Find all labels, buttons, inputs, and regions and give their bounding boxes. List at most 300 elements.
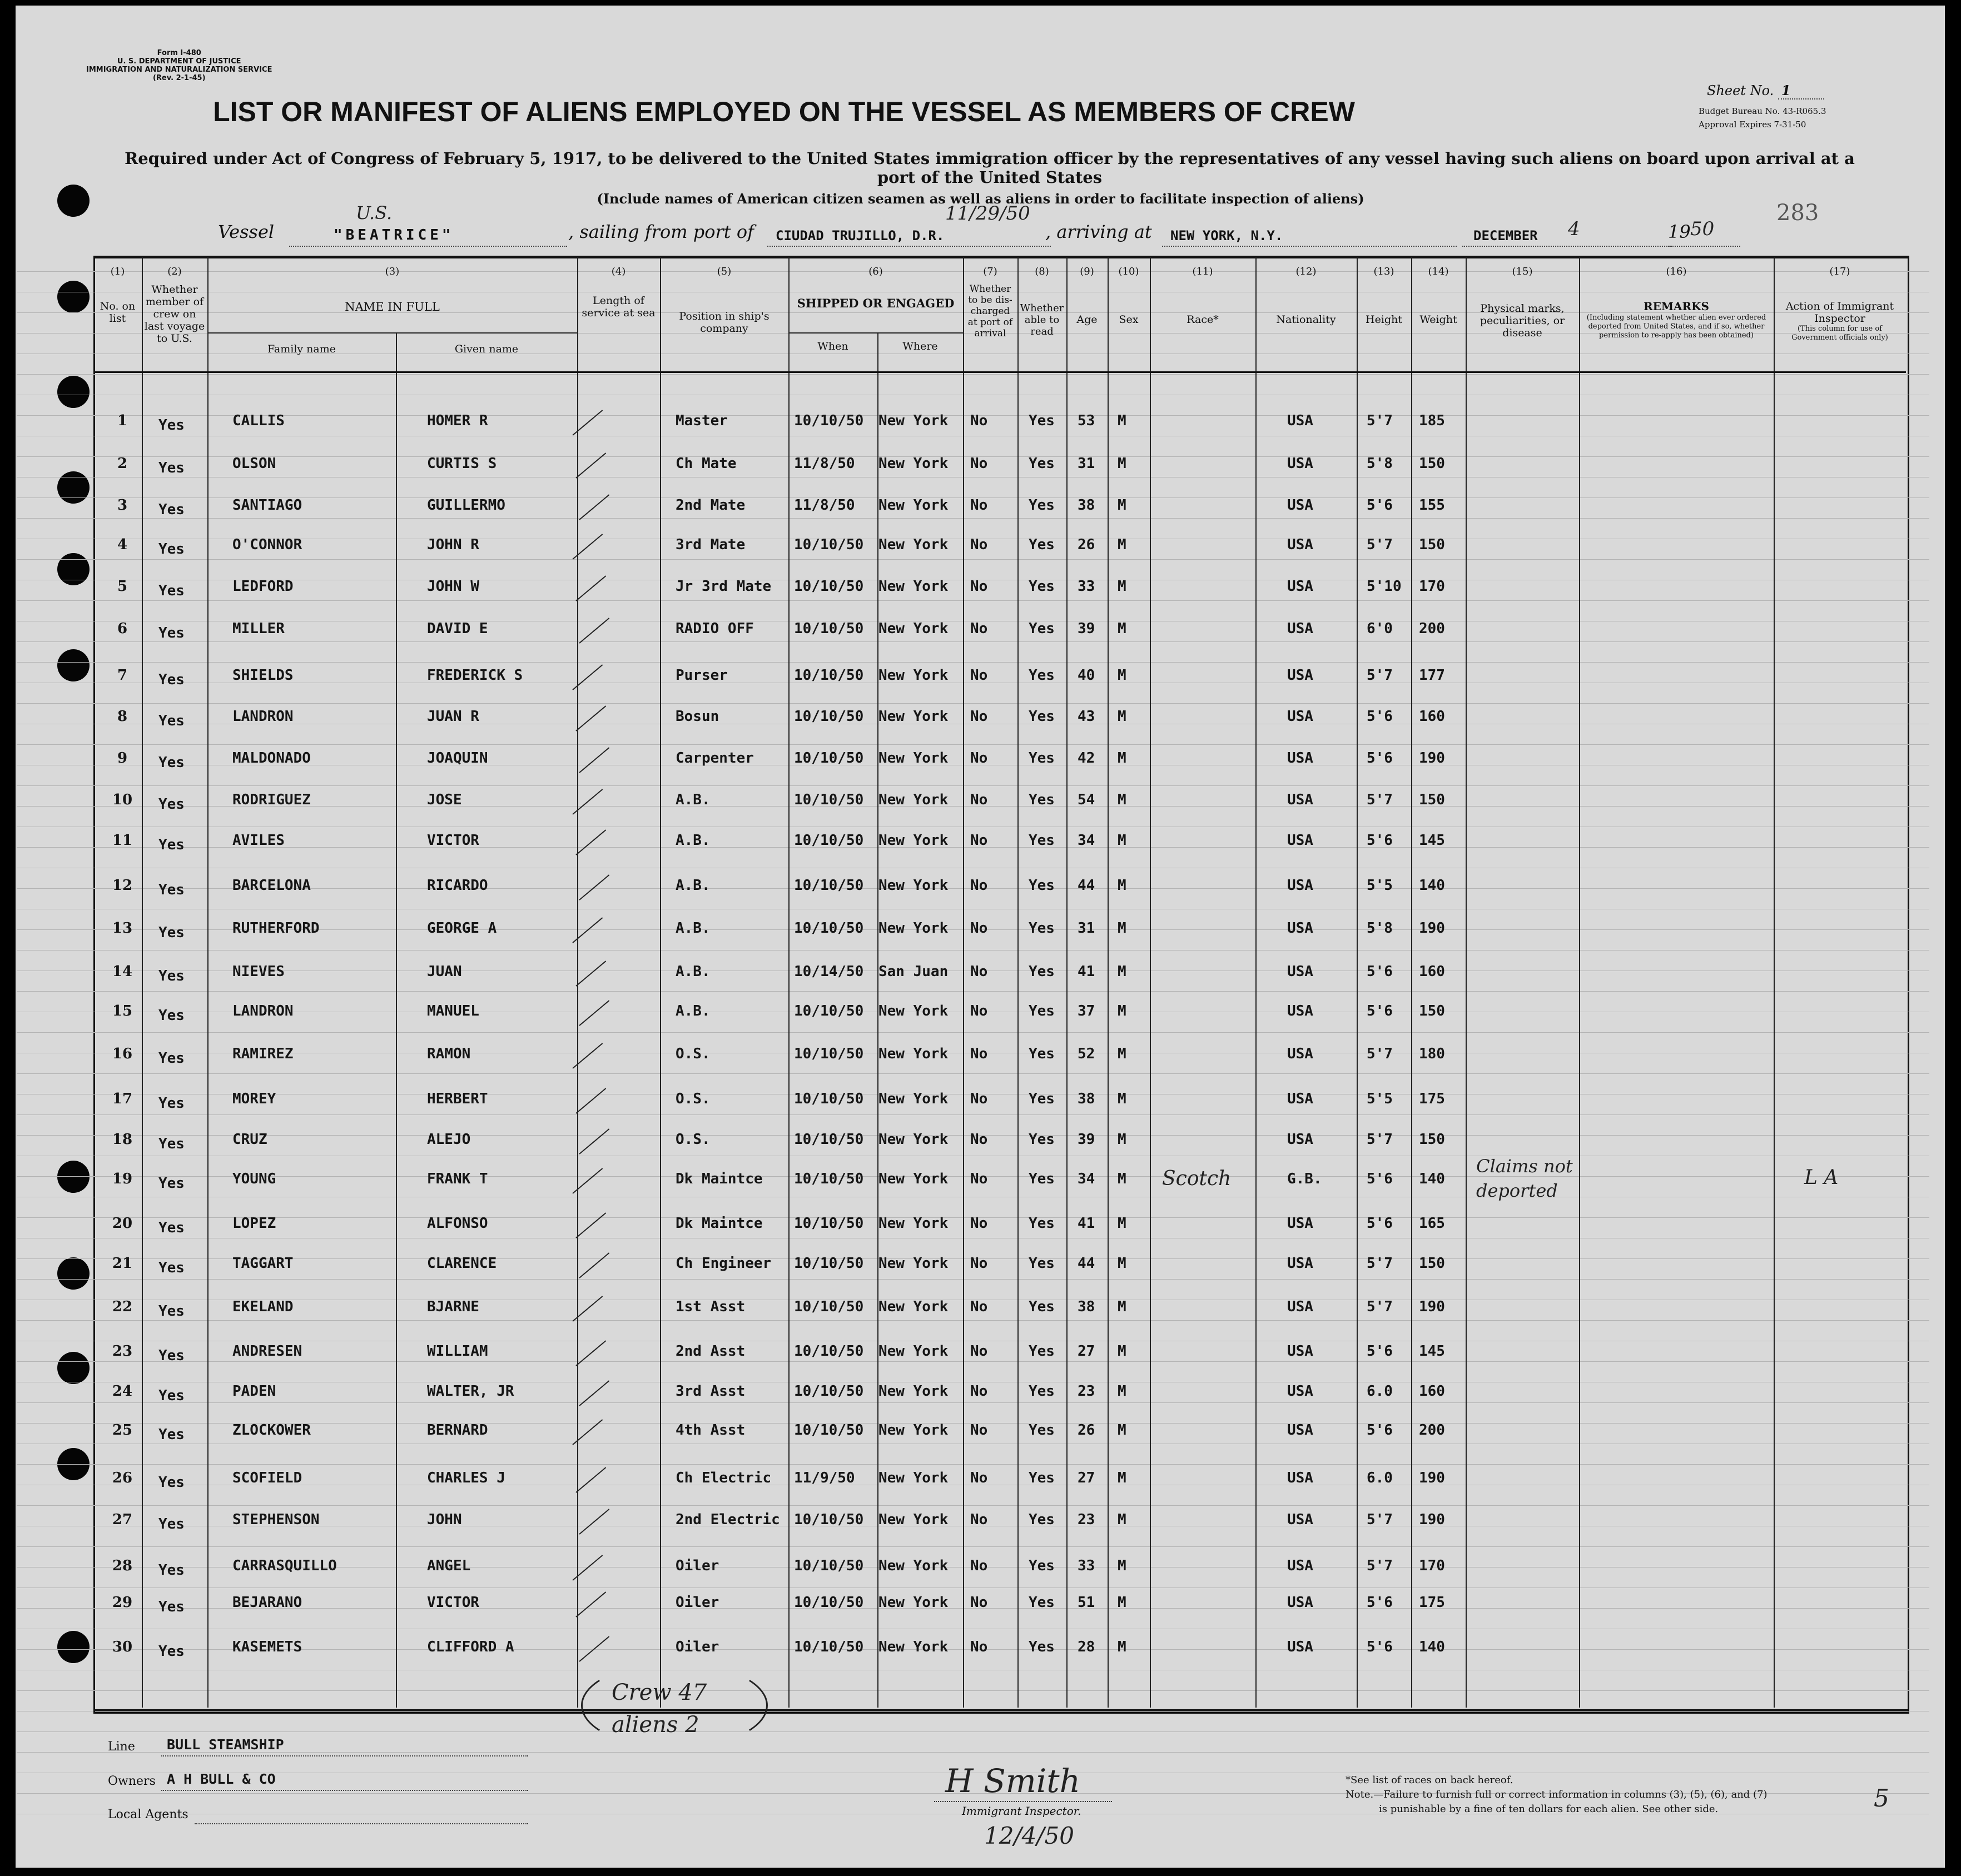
cell-last-voyage: Yes	[158, 1347, 185, 1364]
cell-engaged-when: 10/14/50	[794, 963, 864, 980]
cell-position: A.B.	[676, 792, 711, 808]
cell-last-voyage: Yes	[158, 1643, 185, 1660]
cell-nationality: USA	[1287, 920, 1313, 937]
cell-weight: 140	[1419, 877, 1445, 894]
cell-row-number: 11	[112, 832, 133, 849]
cell-given-name: JOSE	[427, 792, 462, 808]
cell-sex: M	[1118, 536, 1126, 553]
cell-nationality: USA	[1287, 667, 1313, 684]
cell-last-voyage: Yes	[158, 1426, 185, 1443]
cell-given-name: WILLIAM	[427, 1343, 488, 1360]
column-header-c10: Sex	[1119, 314, 1139, 326]
cell-nationality: USA	[1287, 1003, 1313, 1019]
column-divider	[1150, 257, 1151, 1708]
cell-last-voyage: Yes	[158, 1562, 185, 1579]
cell-action: L A	[1804, 1166, 1839, 1189]
cell-position: Ch Engineer	[676, 1255, 772, 1272]
cell-given-name: FREDERICK S	[427, 667, 523, 684]
cell-family-name: RUTHERFORD	[232, 920, 320, 937]
column-divider	[1108, 257, 1109, 1708]
cell-able-to-read: Yes	[1029, 1594, 1055, 1611]
cell-weight: 145	[1419, 832, 1445, 849]
cell-able-to-read: Yes	[1029, 1557, 1055, 1574]
cell-able-to-read: Yes	[1029, 1091, 1055, 1107]
cell-sex: M	[1118, 1131, 1126, 1148]
cell-given-name: VICTOR	[427, 832, 479, 849]
cell-given-name: BERNARD	[427, 1422, 488, 1439]
cell-nationality: USA	[1287, 1046, 1313, 1062]
cell-row-number: 4	[117, 536, 128, 553]
cell-able-to-read: Yes	[1029, 1511, 1055, 1528]
column-header-c16: REMARKS	[1644, 300, 1709, 313]
cell-weight: 150	[1419, 1003, 1445, 1019]
cell-row-number: 10	[112, 792, 133, 808]
cell-last-voyage: Yes	[158, 924, 185, 941]
cell-sex: M	[1118, 497, 1126, 514]
cell-nationality: USA	[1287, 1470, 1313, 1486]
cell-sex: M	[1118, 832, 1126, 849]
cell-engaged-when: 10/10/50	[794, 667, 864, 684]
column-header-c8-num: (8)	[1035, 266, 1049, 277]
cell-able-to-read: Yes	[1029, 877, 1055, 894]
cell-nationality: USA	[1287, 1343, 1313, 1360]
column-header-c4: Length of service at sea	[582, 295, 656, 319]
cell-given-name: BJARNE	[427, 1298, 479, 1315]
cell-discharged: No	[970, 1003, 988, 1019]
header-rule	[207, 332, 577, 334]
cell-position: Ch Electric	[676, 1470, 772, 1486]
date-underline	[1462, 246, 1674, 247]
cell-weight: 170	[1419, 1557, 1445, 1574]
cell-row-number: 25	[112, 1422, 133, 1439]
cell-engaged-when: 10/10/50	[794, 1003, 864, 1019]
cell-position: Dk Maintce	[676, 1215, 763, 1232]
cell-age: 31	[1078, 920, 1095, 937]
cell-weight: 190	[1419, 750, 1445, 767]
cell-row-number: 9	[117, 750, 128, 767]
cell-sex: M	[1118, 412, 1126, 429]
cell-discharged: No	[970, 832, 988, 849]
ruled-line	[17, 662, 1929, 663]
cell-height: 5'6	[1367, 1003, 1393, 1019]
cell-last-voyage: Yes	[158, 1474, 185, 1491]
ruled-line	[17, 374, 1929, 375]
punch-hole	[57, 471, 90, 504]
sailing-label: , sailing from port of	[568, 221, 754, 242]
cell-row-number: 7	[117, 667, 128, 684]
cell-engaged-where: New York	[878, 1298, 949, 1315]
cell-given-name: CLARENCE	[427, 1255, 497, 1272]
column-divider	[207, 257, 208, 1708]
cell-discharged: No	[970, 1215, 988, 1232]
column-header-c16b: (Including statement whether alien ever ordered deported from United States, and if so, whether permission to re-apply has been obtained)	[1586, 314, 1766, 340]
column-divider	[396, 332, 397, 1708]
cell-given-name: MANUEL	[427, 1003, 479, 1019]
cell-engaged-where: New York	[878, 455, 949, 472]
column-header-c17b: (This column for use of Government officials only)	[1791, 325, 1888, 342]
cell-engaged-when: 10/10/50	[794, 1091, 864, 1107]
cell-height: 5'5	[1367, 877, 1393, 894]
cell-sex: M	[1118, 1470, 1126, 1486]
column-header-c6-num: (6)	[868, 266, 883, 277]
signature-underline	[934, 1801, 1112, 1802]
cell-discharged: No	[970, 412, 988, 429]
cell-family-name: RODRIGUEZ	[232, 792, 311, 808]
cell-weight: 140	[1419, 1171, 1445, 1187]
cell-family-name: BARCELONA	[232, 877, 311, 894]
cell-engaged-when: 10/10/50	[794, 1594, 864, 1611]
cell-height: 5'6	[1367, 1215, 1393, 1232]
cell-weight: 180	[1419, 1046, 1445, 1062]
cell-sex: M	[1118, 1091, 1126, 1107]
cell-last-voyage: Yes	[158, 501, 185, 518]
port-underline	[767, 246, 1051, 247]
cell-engaged-when: 10/10/50	[794, 1422, 864, 1439]
cell-given-name: RAMON	[427, 1046, 471, 1062]
column-header-c8: Whether able to read	[1020, 302, 1064, 337]
cell-nationality: USA	[1287, 1091, 1313, 1107]
cell-weight: 190	[1419, 1298, 1445, 1315]
cell-family-name: TAGGART	[232, 1255, 294, 1272]
column-header-c3b: Given name	[454, 343, 519, 355]
cell-sex: M	[1118, 750, 1126, 767]
column-header-c3-num: (3)	[385, 266, 400, 277]
cell-sex: M	[1118, 1003, 1126, 1019]
cell-family-name: MILLER	[232, 620, 285, 637]
cell-weight: 150	[1419, 1255, 1445, 1272]
cell-discharged: No	[970, 1255, 988, 1272]
cell-age: 53	[1078, 412, 1095, 429]
line-label: Line	[108, 1740, 135, 1754]
column-header-c1-num: (1)	[110, 266, 125, 277]
cell-age: 39	[1078, 620, 1095, 637]
cell-nationality: G.B.	[1287, 1171, 1322, 1187]
cell-age: 34	[1078, 1171, 1095, 1187]
cell-sex: M	[1118, 667, 1126, 684]
cell-height: 6'0	[1367, 620, 1393, 637]
ruled-line	[17, 1690, 1929, 1691]
cell-weight: 150	[1419, 1131, 1445, 1148]
cell-able-to-read: Yes	[1029, 1639, 1055, 1655]
cell-row-number: 16	[112, 1046, 133, 1062]
column-header-c3: NAME IN FULL	[345, 300, 440, 314]
cell-last-voyage: Yes	[158, 1387, 185, 1404]
cell-engaged-where: New York	[878, 920, 949, 937]
cell-height: 5'7	[1367, 536, 1393, 553]
cell-given-name: GEORGE A	[427, 920, 497, 937]
cell-able-to-read: Yes	[1029, 963, 1055, 980]
cell-age: 38	[1078, 497, 1095, 514]
arrival-year: 50	[1690, 218, 1715, 240]
cell-able-to-read: Yes	[1029, 455, 1055, 472]
cell-age: 51	[1078, 1594, 1095, 1611]
cell-given-name: JOHN W	[427, 578, 479, 595]
column-divider	[142, 257, 143, 1708]
arriving-underline	[1162, 246, 1457, 247]
cell-age: 27	[1078, 1470, 1095, 1486]
cell-engaged-where: New York	[878, 536, 949, 553]
cell-weight: 185	[1419, 412, 1445, 429]
cell-engaged-when: 10/10/50	[794, 536, 864, 553]
cell-sex: M	[1118, 1422, 1126, 1439]
cell-nationality: USA	[1287, 1255, 1313, 1272]
form-identifier: Form I-480 U. S. DEPARTMENT OF JUSTICE IMMIGRATION AND NATURALIZATION SERVICE (Rev. 2-1-45)	[86, 49, 272, 82]
sailing-date: 11/29/50	[945, 202, 1030, 225]
cell-given-name: HOMER R	[427, 412, 488, 429]
column-header-c9: Age	[1076, 314, 1098, 326]
column-divider	[1774, 257, 1775, 1708]
cell-weight: 140	[1419, 1639, 1445, 1655]
cell-family-name: ANDRESEN	[232, 1343, 302, 1360]
cell-last-voyage: Yes	[158, 1220, 185, 1236]
cell-family-name: LEDFORD	[232, 578, 294, 595]
ruled-line	[17, 1279, 1929, 1280]
ruled-line	[17, 600, 1929, 601]
cell-given-name: JUAN	[427, 963, 462, 980]
line-underline	[161, 1755, 528, 1756]
column-divider	[1357, 257, 1358, 1708]
cell-last-voyage: Yes	[158, 1516, 185, 1532]
cell-discharged: No	[970, 1091, 988, 1107]
cell-position: 1st Asst	[676, 1298, 746, 1315]
cell-engaged-when: 10/10/50	[794, 1557, 864, 1574]
cell-discharged: No	[970, 1557, 988, 1574]
cell-row-number: 15	[112, 1003, 133, 1019]
year-prefix: 19	[1668, 221, 1691, 242]
owners-value: A H BULL & CO	[167, 1771, 276, 1787]
cell-family-name: BEJARANO	[232, 1594, 302, 1611]
cell-age: 23	[1078, 1383, 1095, 1400]
cell-family-name: STEPHENSON	[232, 1511, 320, 1528]
inspector-signature: H Smith	[945, 1762, 1080, 1800]
cell-age: 31	[1078, 455, 1095, 472]
cell-discharged: No	[970, 877, 988, 894]
cell-age: 44	[1078, 877, 1095, 894]
column-header-c9-num: (9)	[1080, 266, 1094, 277]
cell-height: 6.0	[1367, 1470, 1393, 1486]
cell-weight: 175	[1419, 1091, 1445, 1107]
cell-able-to-read: Yes	[1029, 667, 1055, 684]
cell-sex: M	[1118, 963, 1126, 980]
budget-info: Budget Bureau No. 43-R065.3 Approval Expires 7-31-50	[1699, 106, 1826, 130]
cell-age: 41	[1078, 1215, 1095, 1232]
column-header-c14: Weight	[1419, 314, 1457, 326]
cell-height: 5'8	[1367, 920, 1393, 937]
cell-height: 5'6	[1367, 963, 1393, 980]
cell-engaged-when: 10/10/50	[794, 1639, 864, 1655]
cell-nationality: USA	[1287, 1639, 1313, 1655]
cell-engaged-when: 10/10/50	[794, 1131, 864, 1148]
column-header-c6: SHIPPED OR ENGAGED	[797, 296, 955, 310]
cell-engaged-where: New York	[878, 1383, 949, 1400]
cell-able-to-read: Yes	[1029, 412, 1055, 429]
cell-discharged: No	[970, 792, 988, 808]
cell-family-name: LOPEZ	[232, 1215, 276, 1232]
cell-discharged: No	[970, 1131, 988, 1148]
cell-engaged-where: New York	[878, 620, 949, 637]
arrival-day: 4	[1568, 218, 1580, 240]
cell-last-voyage: Yes	[158, 583, 185, 599]
cell-family-name: LANDRON	[232, 708, 294, 725]
cell-weight: 160	[1419, 708, 1445, 725]
penalty-note-2: is punishable by a fine of ten dollars for each alien. See other side.	[1379, 1803, 1719, 1815]
cell-nationality: USA	[1287, 455, 1313, 472]
cell-height: 5'10	[1367, 578, 1402, 595]
cell-family-name: KASEMETS	[232, 1639, 302, 1655]
cell-family-name: MALDONADO	[232, 750, 311, 767]
column-divider	[1466, 257, 1467, 1708]
ruled-line	[17, 703, 1929, 704]
cell-position: O.S.	[676, 1131, 711, 1148]
cell-able-to-read: Yes	[1029, 1470, 1055, 1486]
cell-nationality: USA	[1287, 963, 1313, 980]
cell-engaged-when: 10/10/50	[794, 1511, 864, 1528]
cell-family-name: CALLIS	[232, 412, 285, 429]
cell-race: Scotch	[1162, 1167, 1232, 1190]
cell-family-name: ZLOCKOWER	[232, 1422, 311, 1439]
column-divider	[660, 257, 661, 1708]
cell-row-number: 23	[112, 1343, 133, 1360]
cell-height: 5'8	[1367, 455, 1393, 472]
cell-height: 5'7	[1367, 1131, 1393, 1148]
cell-position: 2nd Mate	[676, 497, 746, 514]
cell-discharged: No	[970, 1383, 988, 1400]
cell-height: 5'7	[1367, 1046, 1393, 1062]
cell-engaged-when: 10/10/50	[794, 1171, 864, 1187]
cell-engaged-where: New York	[878, 667, 949, 684]
cell-weight: 145	[1419, 1343, 1445, 1360]
ruled-line	[17, 1505, 1929, 1506]
cell-weight: 155	[1419, 497, 1445, 514]
cell-given-name: CURTIS S	[427, 455, 497, 472]
column-divider	[1255, 257, 1257, 1708]
cell-given-name: ALEJO	[427, 1131, 471, 1148]
line-value: BULL STEAMSHIP	[167, 1736, 284, 1753]
column-header-c17-num: (17)	[1829, 266, 1850, 277]
cell-position: Oiler	[676, 1594, 719, 1611]
cell-position: A.B.	[676, 877, 711, 894]
cell-row-number: 24	[112, 1383, 133, 1400]
ruled-line	[17, 641, 1929, 642]
column-header-c16-num: (16)	[1666, 266, 1687, 277]
cell-weight: 170	[1419, 578, 1445, 595]
cell-engaged-where: New York	[878, 1131, 949, 1148]
table-bottom-rule	[93, 1709, 1908, 1711]
cell-position: Master	[676, 412, 728, 429]
cell-discharged: No	[970, 1171, 988, 1187]
cell-engaged-where: New York	[878, 708, 949, 725]
cell-given-name: DAVID E	[427, 620, 488, 637]
cell-age: 33	[1078, 578, 1095, 595]
cell-sex: M	[1118, 1639, 1126, 1655]
cell-sex: M	[1118, 708, 1126, 725]
cell-given-name: JOHN	[427, 1511, 462, 1528]
cell-position: A.B.	[676, 832, 711, 849]
cell-last-voyage: Yes	[158, 417, 185, 434]
column-header-c2: Whether member of crew on last voyage to U.S.	[144, 283, 205, 345]
cell-discharged: No	[970, 1511, 988, 1528]
cell-last-voyage: Yes	[158, 1007, 185, 1024]
cell-engaged-when: 10/10/50	[794, 877, 864, 894]
cell-able-to-read: Yes	[1029, 1255, 1055, 1272]
column-header-c6a: When	[817, 340, 848, 352]
sheet-number: Sheet No. 1	[1707, 82, 1824, 98]
cell-row-number: 5	[117, 578, 128, 595]
punch-hole	[57, 1352, 90, 1384]
cell-able-to-read: Yes	[1029, 1046, 1055, 1062]
cell-weight: 190	[1419, 1511, 1445, 1528]
cell-row-number: 21	[112, 1255, 133, 1272]
cell-discharged: No	[970, 620, 988, 637]
cell-row-number: 12	[112, 877, 133, 894]
cell-last-voyage: Yes	[158, 1303, 185, 1320]
vessel-flag: U.S.	[356, 202, 393, 223]
page-instruction: (Include names of American citizen seamen as well as aliens in order to facilitate inspection of aliens)	[597, 191, 1364, 207]
cell-nationality: USA	[1287, 1131, 1313, 1148]
cell-engaged-where: New York	[878, 1255, 949, 1272]
cell-able-to-read: Yes	[1029, 1343, 1055, 1360]
cell-weight: 160	[1419, 1383, 1445, 1400]
manifest-table	[93, 256, 1909, 1714]
cell-able-to-read: Yes	[1029, 750, 1055, 767]
ruled-line	[17, 518, 1929, 519]
races-note: *See list of races on back hereof.	[1346, 1774, 1513, 1786]
cell-family-name: MOREY	[232, 1091, 276, 1107]
ruled-line	[17, 1114, 1929, 1115]
cell-last-voyage: Yes	[158, 541, 185, 558]
cell-given-name: HERBERT	[427, 1091, 488, 1107]
cell-engaged-when: 11/9/50	[794, 1470, 855, 1486]
cell-age: 33	[1078, 1557, 1095, 1574]
cell-weight: 200	[1419, 620, 1445, 637]
cell-sex: M	[1118, 455, 1126, 472]
cell-engaged-where: New York	[878, 750, 949, 767]
cell-age: 44	[1078, 1255, 1095, 1272]
cell-family-name: CRUZ	[232, 1131, 267, 1148]
cell-weight: 150	[1419, 536, 1445, 553]
cell-age: 37	[1078, 1003, 1095, 1019]
cell-row-number: 19	[112, 1171, 133, 1187]
ruled-line	[17, 991, 1929, 992]
column-header-c3a: Family name	[267, 343, 336, 355]
cell-position: A.B.	[676, 920, 711, 937]
cell-height: 5'6	[1367, 1594, 1393, 1611]
column-header-c11: Race*	[1186, 314, 1219, 326]
cell-last-voyage: Yes	[158, 1599, 185, 1615]
cell-row-number: 3	[117, 497, 128, 514]
ruled-line	[17, 1320, 1929, 1321]
cell-able-to-read: Yes	[1029, 1215, 1055, 1232]
cell-sex: M	[1118, 877, 1126, 894]
header-rule	[788, 332, 963, 334]
cell-able-to-read: Yes	[1029, 1003, 1055, 1019]
cell-nationality: USA	[1287, 536, 1313, 553]
cell-last-voyage: Yes	[158, 1095, 185, 1112]
cell-discharged: No	[970, 963, 988, 980]
cell-given-name: WALTER, JR	[427, 1383, 514, 1400]
agents-underline	[195, 1823, 528, 1824]
cell-height: 6.0	[1367, 1383, 1393, 1400]
cell-nationality: USA	[1287, 497, 1313, 514]
vessel-underline	[289, 246, 567, 247]
cell-discharged: No	[970, 1046, 988, 1062]
punch-hole	[57, 281, 90, 313]
owners-label: Owners	[108, 1774, 156, 1788]
cell-last-voyage: Yes	[158, 460, 185, 476]
cell-sex: M	[1118, 578, 1126, 595]
cell-age: 28	[1078, 1639, 1095, 1655]
cell-nationality: USA	[1287, 1383, 1313, 1400]
